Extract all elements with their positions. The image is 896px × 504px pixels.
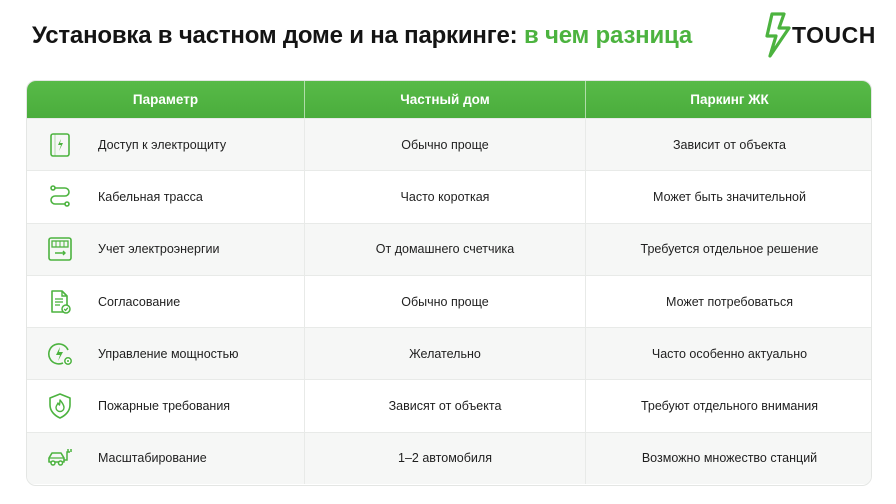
- parking-value: Требуется отдельное решение: [640, 242, 819, 257]
- document-check-icon: [46, 288, 74, 316]
- param-label: Доступ к электрощиту: [98, 137, 227, 152]
- house-value: От домашнего счетчика: [305, 224, 586, 275]
- fire-shield-icon: [46, 392, 74, 420]
- car-charger-icon: [46, 444, 74, 472]
- param-cell: [27, 276, 305, 327]
- house-value: Желательно: [305, 328, 586, 379]
- table-row: [27, 170, 871, 222]
- table-row: [27, 275, 871, 327]
- electrical-panel-icon: [46, 131, 74, 159]
- logo-text: TOUCH: [792, 21, 876, 48]
- cable-route-icon: [46, 183, 74, 211]
- param-cell: [27, 171, 305, 222]
- param-label: Пожарные требования: [98, 399, 231, 414]
- header-parking: Паркинг ЖК: [690, 92, 769, 107]
- header-parameter: Параметр: [27, 81, 305, 118]
- table-row: [27, 327, 871, 379]
- param-cell: [27, 433, 305, 484]
- house-value: Зависят от объекта: [305, 380, 586, 431]
- house-value: 1–2 автомобиля: [305, 433, 586, 484]
- parking-value: Может быть значительной: [653, 189, 806, 204]
- param-label: Согласование: [98, 294, 181, 309]
- parking-value: Может потребоваться: [666, 294, 793, 309]
- parking-value: Часто особенно актуально: [651, 346, 808, 361]
- parking-value: Зависит от объекта: [672, 137, 787, 152]
- param-label: Кабельная трасса: [98, 189, 203, 204]
- title-main: Установка в частном доме и на паркинге:: [32, 22, 524, 49]
- house-value: Часто короткая: [305, 171, 586, 222]
- brand-logo: [758, 12, 876, 58]
- param-label: Учет электроэнергии: [98, 242, 220, 257]
- table-row: [27, 379, 871, 431]
- table-row: [27, 118, 871, 170]
- comparison-table: [26, 80, 872, 486]
- lightning-bolt-icon: [758, 12, 796, 58]
- param-cell: [27, 119, 305, 170]
- param-cell: [27, 380, 305, 431]
- param-cell: [27, 224, 305, 275]
- power-settings-icon: [46, 340, 74, 368]
- table-row: [27, 432, 871, 484]
- house-value: Обычно проще: [305, 276, 586, 327]
- page-title: [32, 22, 692, 50]
- parking-value: Возможно множество станций: [641, 451, 818, 466]
- table-row: [27, 223, 871, 275]
- param-label: Управление мощностью: [98, 346, 239, 361]
- parking-value: Требуют отдельного внимания: [640, 399, 819, 414]
- electric-meter-icon: [46, 235, 74, 263]
- title-accent: в чем разница: [523, 22, 693, 49]
- table-header: [27, 81, 871, 118]
- house-value: Обычно проще: [305, 119, 586, 170]
- param-label: Масштабирование: [98, 451, 207, 466]
- param-cell: [27, 328, 305, 379]
- header-private-house: Частный дом: [305, 81, 586, 118]
